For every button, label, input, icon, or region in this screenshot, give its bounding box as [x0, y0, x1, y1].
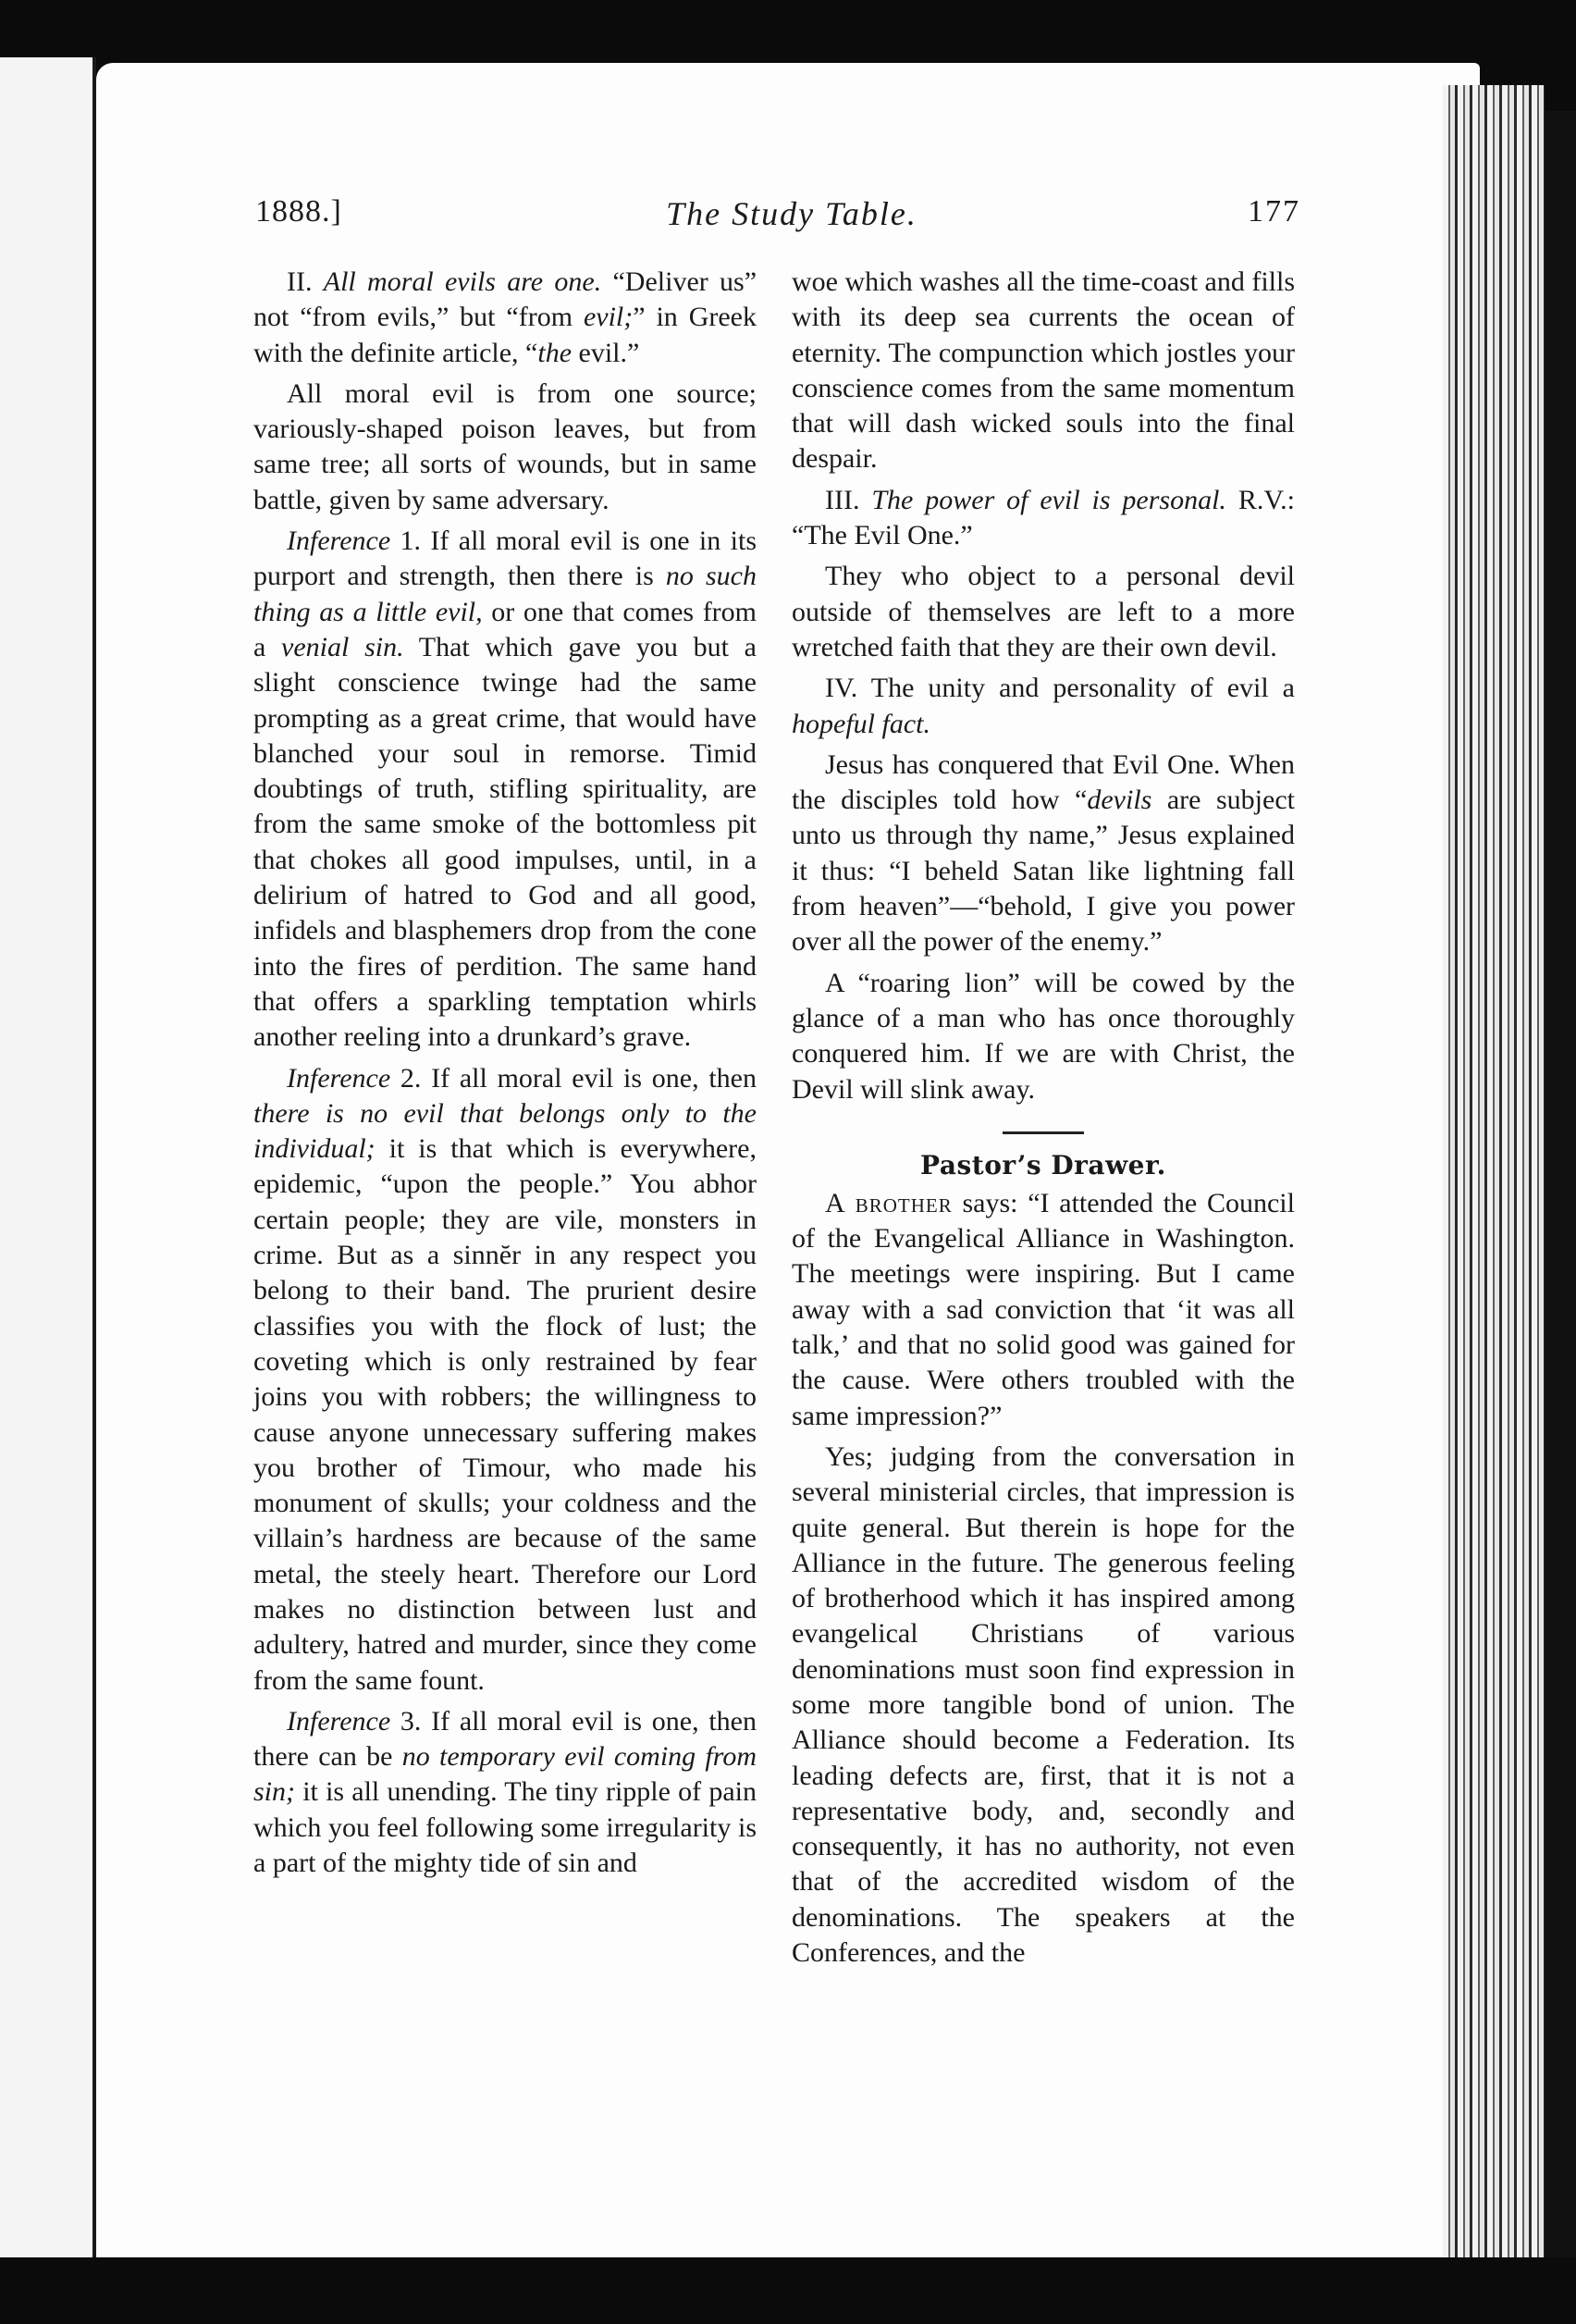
- italic-run: Inference: [287, 1062, 391, 1094]
- text-run: 1. If all moral evil is one in its purport and strength, then there is: [253, 525, 757, 592]
- italic-run: the: [537, 337, 573, 368]
- text-run: it is that which is everywhere, epidemic, “upon the people.” You abhor certain people; they are vile, monsters in crime. But as a sinnĕr in any respect you belong to their band. The prurient desire classifies you with the flock of lust; the coveting which is only restrained by fear joins you with robbers; the willingness to cause anyone unnecessary suffering makes you brother of Timour, who made his monument of skulls; your coldness and the villain’s hardness are because of the same metal, the steely heart. Therefore our Lord makes no distinction between lust and adultery, hatred and murder, since they come from the same fount.: [253, 1133, 757, 1696]
- header-title: The Study Table.: [666, 195, 917, 232]
- binding-shadow: [1545, 111, 1576, 2324]
- italic-run: hopeful fact.: [792, 708, 930, 739]
- text-run: II.: [287, 266, 324, 297]
- text-run: ” in Greek with the definite article, “: [253, 302, 757, 368]
- lead-rest: says: “I attended the Council of the Evangelical Alliance in Washington. The meetings were inspiring. But I came away with a sad conviction that ‘it was all talk,’ and that no solid good was gained for the cause. Were others troubled with the same impression?”: [792, 1187, 1295, 1431]
- header-year: 1888.]: [255, 194, 342, 229]
- left_column-paragraph: [253, 1704, 757, 1881]
- right_column-paragraph: [792, 671, 1295, 742]
- text-run: III.: [825, 484, 872, 515]
- italic-run: Inference: [287, 1705, 391, 1737]
- right_column-paragraph: woe which washes all the time-coast and fills with its deep sea currents the ocean of eternity. The compunction which jostles your conscience comes from the same momentum that will dash wicked souls into the final despair.: [792, 266, 1296, 475]
- text-run: 2. If all moral evil is one, then: [390, 1062, 757, 1094]
- italic-run: there is no evil that belongs only to the individual;: [253, 1097, 757, 1165]
- right_column-paragraph: A “roaring lion” will be cowed by the glance of a man who has once thoroughly conquered him. If we are with Christ, the Devil will slink away.: [792, 967, 1295, 1105]
- italic-run: All moral evils are one.: [323, 266, 602, 297]
- facing-page-edge: [0, 57, 96, 2315]
- left_column-paragraph: [253, 265, 757, 371]
- right_column-paragraph: [792, 748, 1295, 960]
- left-column: [253, 265, 757, 1881]
- left_column-paragraph: All moral evil is from one source; variously-shaped poison leaves, but from same tree; all sorts of wounds, but in same battle, given by same adversary.: [253, 377, 757, 515]
- scan-background: [0, 2257, 1576, 2324]
- text-run: it is all unending. The tiny ripple of pain which you feel following some irregularity is a part of the mighty tide of sin and: [253, 1776, 757, 1879]
- text-run: That which gave you but a slight conscience twinge had the same prompting as a great crime, that would have blanched your soul in remorse. Timid doubtings of truth, stifling spirituality, are from the same smoke of the bottomless pit that chokes all good impulses, until, in a delirium of hatred to God and all good, infidels and blasphemers drop from the cone into the fires of perdition. The same hand that offers a sparkling temptation whirls another reeling into a drunkard’s grave.: [253, 631, 757, 1053]
- right_column-paragraph: They who object to a personal devil outside of themselves are left to a more wretched faith that they are their own devil.: [792, 561, 1295, 662]
- section-reply-paragraph: Yes; judging from the conversation in several ministerial circles, that impression is quite general. But therein is hope for the Alliance in the future. The generous feeling of brotherhood which it has inspired among evangelical Christians of various denominations must soon find expression in some more tangible bond of union. The Alliance should become a Federation. Its leading defects are, first, that it is not a representative body, and, secondly and consequently, it has no authority, not even that of the accredited wisdom of the denominations. The speakers at the Conferences, and the: [792, 1440, 1295, 1969]
- italic-run: no temporary evil coming from sin;: [253, 1741, 757, 1808]
- page-number: 177: [1248, 194, 1300, 229]
- left_column-paragraph: [253, 1061, 757, 1699]
- page-edges: [1443, 85, 1545, 2287]
- text-run: evil.”: [572, 337, 640, 368]
- italic-run: evil;: [583, 302, 634, 333]
- text-run: are subject unto us through thy name,” Jesus explained it thus: “I beheld Satan like lightning fall from heaven”—“behold, I give you power over all the power of the enemy.”: [792, 785, 1295, 958]
- italic-run: venial sin.: [281, 631, 404, 662]
- text-run: “Deliver us” not “from evils,” but “from: [253, 266, 757, 333]
- section-lead-paragraph: [792, 1186, 1295, 1434]
- italic-run: Inference: [287, 525, 391, 557]
- text-run: Jesus has conquered that Evil One. When the disciples told how “: [792, 748, 1295, 816]
- text-run: or one that comes from a: [253, 596, 757, 662]
- italic-run: devils: [1087, 785, 1152, 816]
- section-title: Pastor’s Drawer.: [920, 1149, 1166, 1181]
- left_column-paragraph: [253, 524, 757, 1055]
- right-column: [792, 265, 1295, 1971]
- section-divider: [1003, 1131, 1084, 1134]
- running-head: [255, 194, 1300, 241]
- right-column-paragraphs: [792, 265, 1295, 1107]
- text-run: R.V.: “The Evil One.”: [792, 484, 1295, 551]
- text-run: IV. The unity and personality of evil a: [825, 673, 1295, 704]
- text-run: 3. If all moral evil is one, then there can be: [253, 1705, 757, 1773]
- right_column-paragraph: [792, 483, 1295, 554]
- italic-run: no such thing as a little evil,: [253, 561, 757, 627]
- italic-run: The power of evil is personal.: [871, 484, 1226, 515]
- lead-smallcaps: A brother: [825, 1187, 953, 1218]
